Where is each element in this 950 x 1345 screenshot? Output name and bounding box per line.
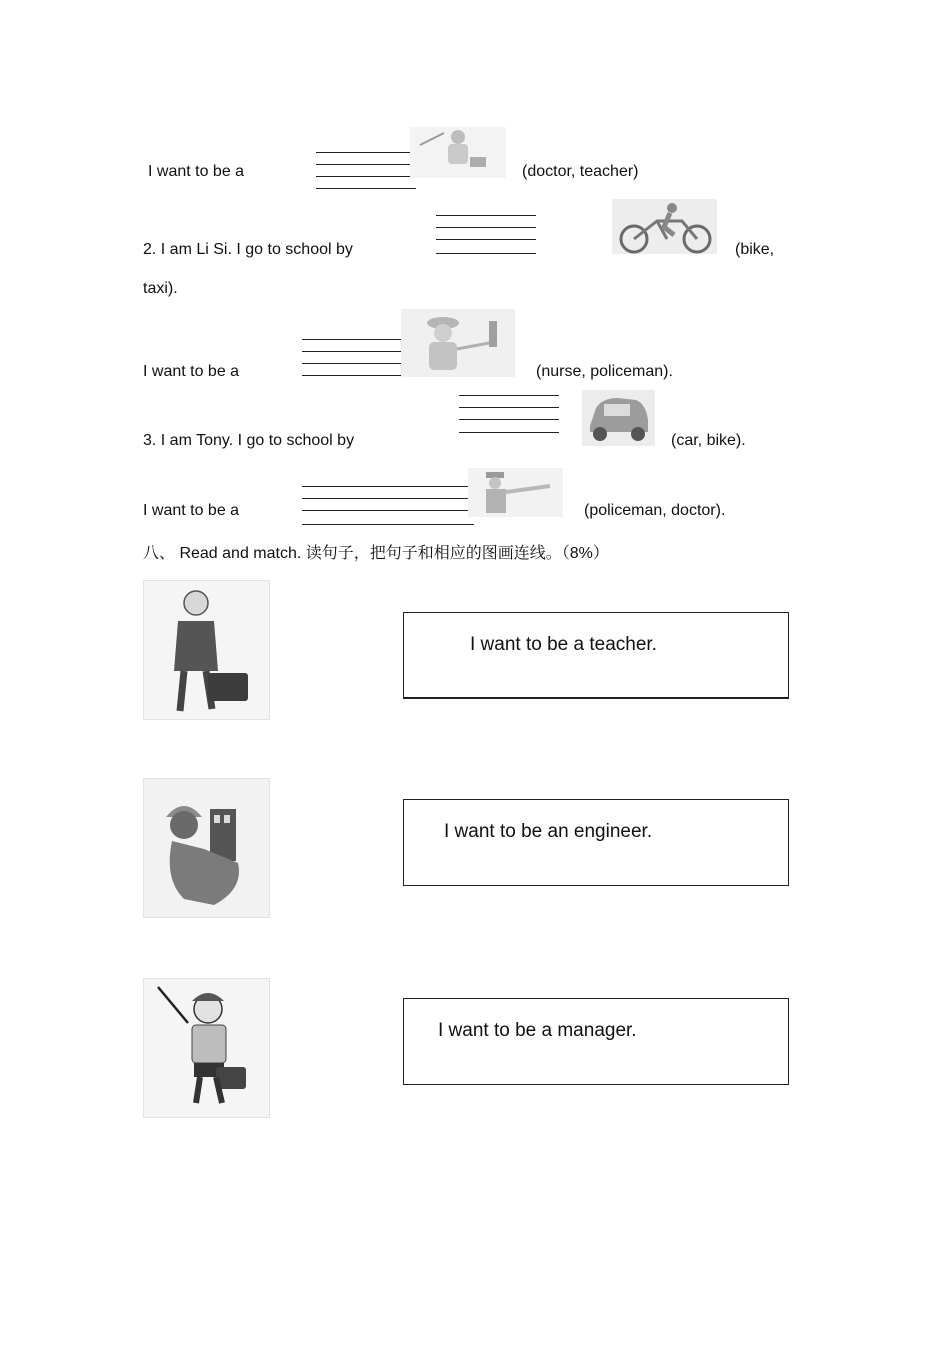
row5-options: (policeman, doctor). — [584, 502, 726, 519]
sentence-box-teacher[interactable] — [403, 612, 789, 699]
row4-options: (car, bike). — [671, 432, 746, 449]
car-icon — [582, 390, 655, 446]
sentence-teacher: I want to be a teacher. — [470, 634, 657, 655]
sentence-engineer: I want to be an engineer. — [444, 821, 653, 842]
row2-sentence: 2. I am Li Si. I go to school by — [143, 241, 353, 258]
row1-options: (doctor, teacher) — [522, 163, 639, 180]
row2-options-a: (bike, — [735, 241, 775, 258]
row5-sentence: I want to be a — [143, 502, 240, 519]
teacher-with-pointer-icon[interactable] — [143, 978, 270, 1118]
sentence-manager: I want to be a manager. — [438, 1020, 637, 1041]
man-with-briefcase-icon[interactable] — [143, 580, 270, 720]
row1-sentence: I want to be a — [148, 163, 245, 180]
sentence-box-manager[interactable] — [403, 998, 789, 1085]
teacher-with-pointer-icon — [410, 127, 506, 178]
sentence-box-engineer[interactable] — [403, 799, 789, 886]
row2-options-b: taxi). — [143, 280, 178, 297]
row3-options: (nurse, policeman). — [536, 363, 673, 380]
nurse-icon — [401, 309, 515, 377]
row3-sentence: I want to be a — [143, 363, 240, 380]
engineer-with-helmet-icon[interactable] — [143, 778, 270, 918]
section8-heading: 八、 Read and match. 读句子，把句子和相应的图画连线。（8%） — [143, 545, 609, 562]
bicycle-rider-icon — [612, 199, 717, 254]
policeman-icon — [468, 468, 563, 517]
row4-sentence: 3. I am Tony. I go to school by — [143, 432, 355, 449]
